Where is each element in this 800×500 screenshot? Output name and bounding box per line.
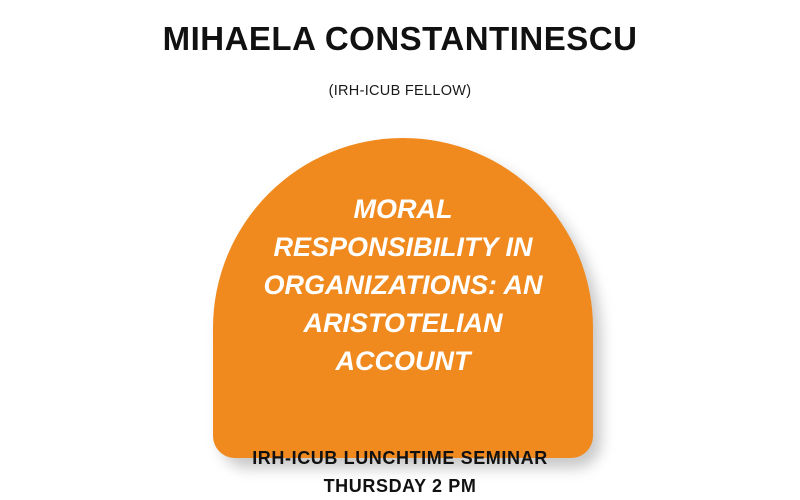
speaker-affiliation: (IRH-ICUB FELLOW) [328,83,472,99]
talk-title: MORAL RESPONSIBILITY IN ORGANIZATIONS: AN ARISTOTELIAN ACCOUNT [263,194,543,376]
poster-footer [0,444,800,500]
title-badge-shape [213,138,593,458]
footer-event-name: IRH-ICUB LUNCHTIME SEMINAR [252,448,548,468]
title-badge [213,138,593,458]
speaker-name: MIHAELA CONSTANTINESCU [162,20,638,57]
footer-event-time: THURSDAY 2 PM [323,476,477,496]
